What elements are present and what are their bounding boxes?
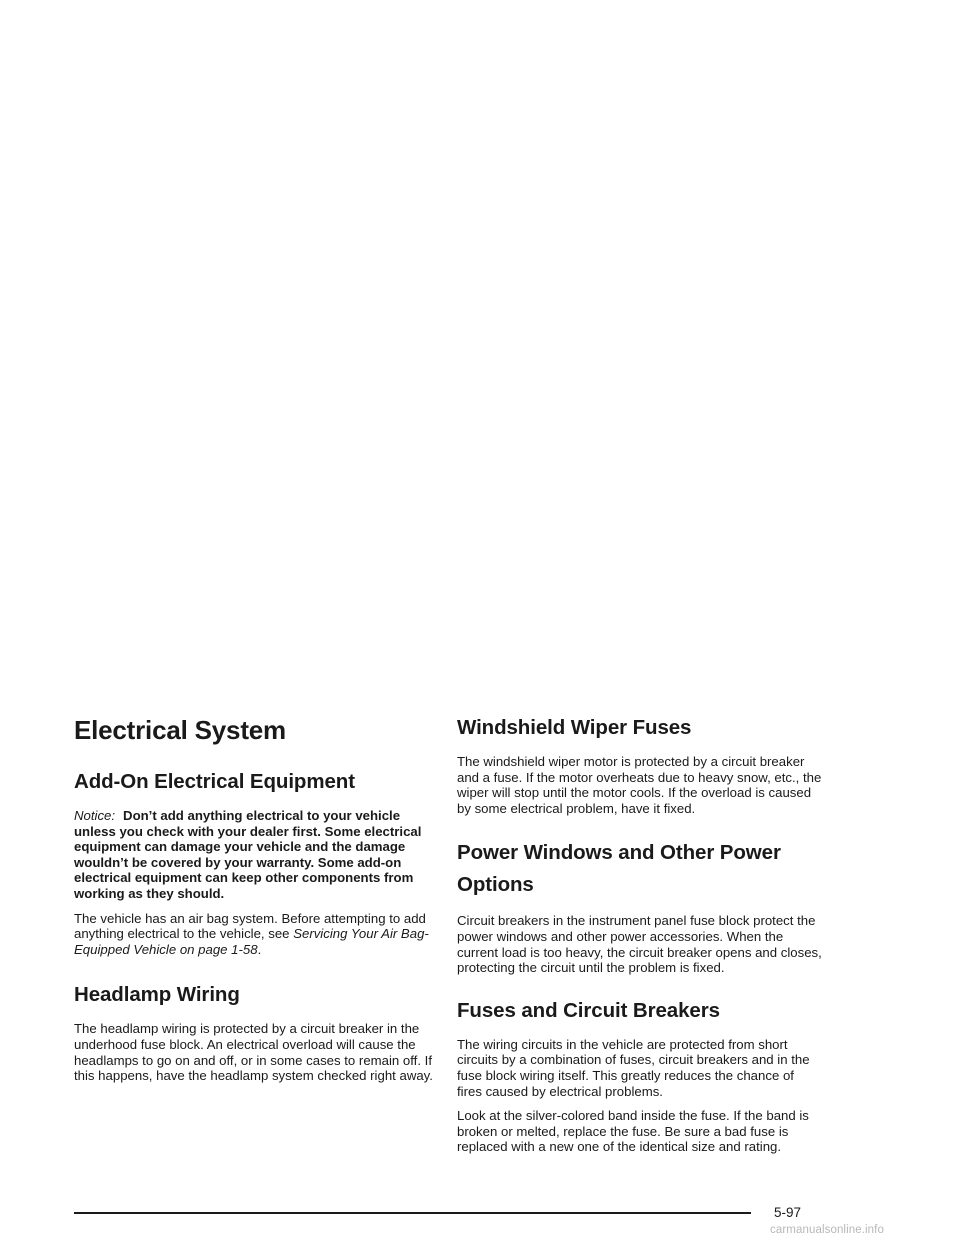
air-bag-text: The vehicle has an air bag system. Before attempting to add anything electrical to the vehicle, see [74, 910, 426, 942]
notice-paragraph [74, 808, 436, 902]
page-number: 5-97 [774, 1205, 802, 1220]
section-title: Electrical System [74, 715, 286, 745]
notice-label: Notice: [74, 808, 116, 823]
headlamp-heading: Headlamp Wiring [74, 983, 240, 1007]
add-on-heading: Add-On Electrical Equipment [74, 770, 355, 793]
fuses-paragraph-1: The wiring circuits in the vehicle are protected from short circuits by a combination of fuses, circuit breakers and in the fuse block wiring itself. This greatly reduces the chance of fires caused by electrical problems. [457, 1036, 810, 1099]
fuses-paragraph-2: Look at the silver-colored band inside the fuse. If the band is broken or melted, replace the fuse. Be sure a bad fuse is replaced with a new one of the identical size and rating. [457, 1108, 809, 1155]
air-bag-reference-link[interactable]: Servicing Your Air Bag-Equipped Vehicle on page 1-58 [74, 926, 429, 957]
notice-text: Don’t add anything electrical to your vehicle unless you check with your dealer first. Some electrical equipment can damage your vehicle and the damage wouldn’t be covered by your warranty. Some add-on electrical equipment can keep other components from working as they should. [74, 808, 422, 901]
wiper-paragraph: The windshield wiper motor is protected by a circuit breaker and a fuse. If the motor overheats due to heavy snow, etc., the wiper will stop until the motor cools. If the overload is caused by some electrical problem, have it fixed. [457, 754, 822, 816]
air-bag-paragraph [74, 911, 436, 958]
power-windows-heading: Power Windows and Other Power Options [457, 841, 781, 897]
fuses-heading: Fuses and Circuit Breakers [457, 998, 720, 1022]
headlamp-paragraph: The headlamp wiring is protected by a circuit breaker in the underhood fuse block. An electrical overload will cause the headlamps to go on and off, or in some cases to remain off. If this happens, have the headlamp system checked right away. [74, 1021, 433, 1084]
right-column [457, 714, 822, 1164]
wiper-heading: Windshield Wiper Fuses [457, 716, 692, 739]
watermark: carmanualsonline.info [770, 1224, 884, 1236]
power-windows-paragraph: Circuit breakers in the instrument panel fuse block protect the power windows and other power accessories. When the current load is too heavy, the circuit breaker opens and closes, protecting the circuit until the problem is fixed. [457, 913, 822, 976]
footer-rule [74, 1212, 751, 1214]
left-column [74, 714, 436, 1093]
air-bag-text-end: . [257, 941, 262, 957]
